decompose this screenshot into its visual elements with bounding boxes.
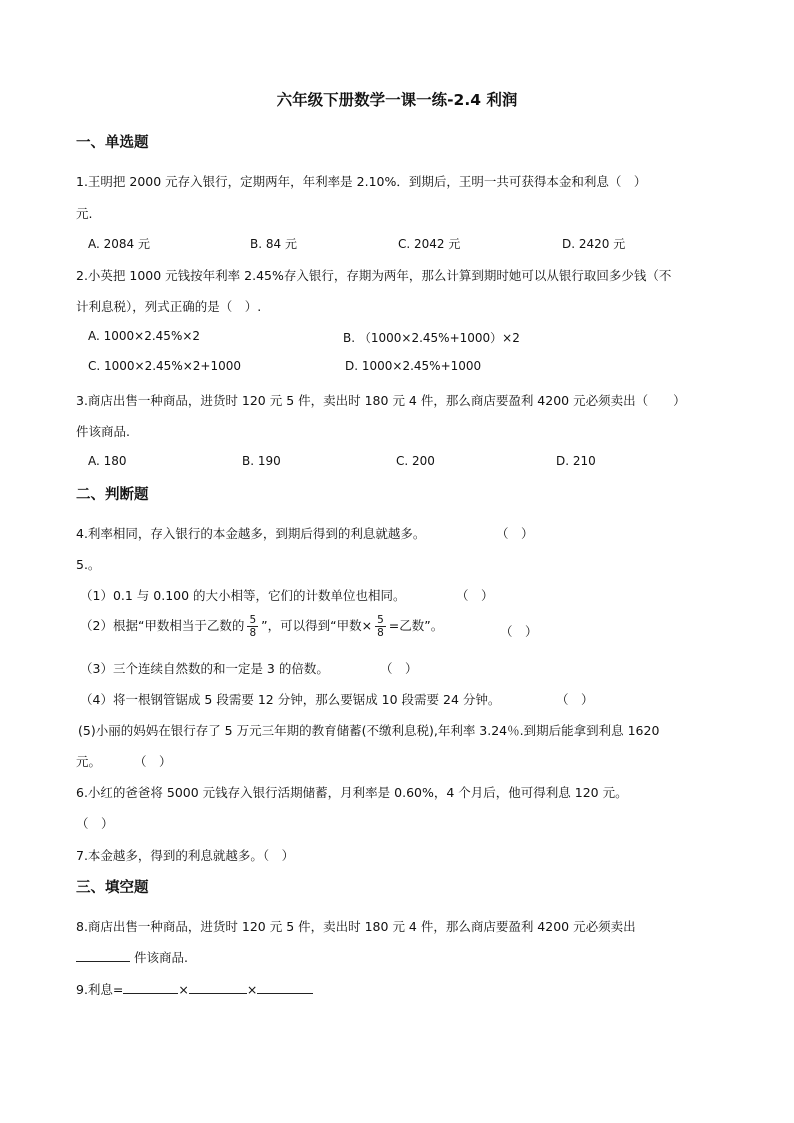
question-5-1-text: （1）0.1 与 0.100 的大小相等，它们的计数单位也相同。 — [80, 588, 406, 603]
question-3-option-d[interactable]: D. 210 — [556, 454, 596, 468]
question-8-text: 8.商店出售一种商品，进货时 120 元 5 件，卖出时 180 元 4 件，那么商店要盈利 4200 元必须卖出 — [76, 919, 636, 934]
question-5-1-answer-paren[interactable]: （ ） — [456, 588, 494, 603]
answer-blank-rate[interactable] — [189, 981, 247, 994]
question-8-row — [76, 948, 188, 966]
question-5-2-text-c: =乙数”。 — [388, 618, 444, 633]
question-5-3-answer-paren[interactable]: （ ） — [380, 661, 418, 676]
question-1-option-b[interactable]: B. 84 元 — [250, 237, 297, 251]
question-5-2-text-a: （2）根据“甲数相当于乙数的 — [80, 618, 245, 633]
question-2-option-b[interactable]: B. （1000×2.45%+1000）×2 — [343, 331, 520, 345]
question-5-5-text: (5)小丽的妈妈在银行存了 5 万元三年期的教育储蓄(不缴利息税),年利率 3.24％.到期后能拿到利息 1620 — [78, 723, 660, 738]
question-2-text: 2.小英把 1000 元钱按年利率 2.45%存入银行，存期为两年，那么计算到期时她可以从银行取回多少钱（不 — [76, 268, 672, 283]
question-4-answer-paren[interactable]: （ ） — [496, 526, 534, 541]
question-5-4-text: （4）将一根钢管锯成 5 段需要 12 分钟，那么要锯成 10 段需要 24 分钟。 — [80, 692, 501, 707]
question-5-5-answer-paren[interactable]: （ ） — [134, 754, 172, 769]
question-3-text-cont: 件该商品. — [76, 424, 130, 439]
section-heading-single-choice: 一、单选题 — [76, 135, 149, 151]
fraction-five-eighths — [375, 614, 386, 639]
fraction-numerator: 5 — [249, 614, 257, 626]
question-3-option-c[interactable]: C. 200 — [396, 454, 435, 468]
question-1-option-c[interactable]: C. 2042 元 — [398, 237, 461, 251]
question-2-text-cont: 计利息税），列式正确的是（ ）. — [76, 299, 262, 314]
question-5-3-text: （3）三个连续自然数的和一定是 3 的倍数。 — [80, 661, 329, 676]
times-sign: × — [178, 982, 189, 997]
question-5-2-text-b: ”，可以得到“甲数× — [261, 618, 373, 633]
question-1-option-d[interactable]: D. 2420 元 — [562, 237, 626, 251]
answer-blank-time[interactable] — [257, 981, 313, 994]
question-2-option-c[interactable]: C. 1000×2.45%×2+1000 — [88, 359, 242, 373]
question-1-text-cont: 元. — [76, 206, 93, 221]
section-heading-true-false: 二、判断题 — [76, 487, 149, 503]
question-3-option-a[interactable]: A. 180 — [88, 454, 127, 468]
fraction-denominator: 8 — [249, 627, 257, 639]
question-3-option-b[interactable]: B. 190 — [242, 454, 281, 468]
answer-blank[interactable] — [76, 949, 130, 962]
times-sign: × — [246, 982, 258, 997]
fraction-five-eighths — [247, 614, 258, 639]
question-8-text-cont: 件该商品. — [133, 950, 188, 965]
page-title: 六年级下册数学一课一练-2.4 利润 — [276, 91, 518, 109]
question-3-text: 3.商店出售一种商品，进货时 120 元 5 件，卖出时 180 元 4 件，那么商店要盈利 4200 元必须卖出（ ） — [76, 393, 686, 408]
question-2-option-a[interactable]: A. 1000×2.45%×2 — [88, 329, 201, 343]
question-6-text: 6.小红的爸爸将 5000 元钱存入银行活期储蓄，月利率是 0.60%，4 个月后，他可得利息 120 元。 — [76, 785, 628, 800]
fraction-denominator: 8 — [377, 627, 384, 639]
section-heading-fill-blank: 三、填空题 — [76, 880, 149, 896]
question-5-5-text-cont: 元。 — [76, 754, 102, 769]
question-9-label: 9.利息= — [76, 982, 124, 997]
question-5-4-answer-paren[interactable]: （ ） — [556, 692, 594, 707]
answer-blank-principal[interactable] — [123, 981, 178, 994]
question-5-2-answer-paren[interactable]: （ ） — [500, 624, 538, 639]
question-5-head: 5.。 — [76, 557, 101, 572]
question-1-option-a[interactable]: A. 2084 元 — [88, 237, 150, 251]
question-2-option-d[interactable]: D. 1000×2.45%+1000 — [345, 359, 482, 373]
question-7-text: 7.本金越多，得到的利息就越多。（ ） — [76, 848, 295, 863]
fraction-numerator: 5 — [377, 614, 384, 626]
question-5-2-row — [80, 614, 443, 639]
question-9-row — [76, 980, 313, 998]
question-6-answer-paren[interactable]: （ ） — [76, 816, 114, 831]
question-4-text: 4.利率相同，存入银行的本金越多，到期后得到的利息就越多。 — [76, 526, 426, 541]
question-1-text: 1.王明把 2000 元存入银行，定期两年，年利率是 2.10%．到期后，王明一共可获得本金和利息（ ） — [76, 174, 647, 189]
